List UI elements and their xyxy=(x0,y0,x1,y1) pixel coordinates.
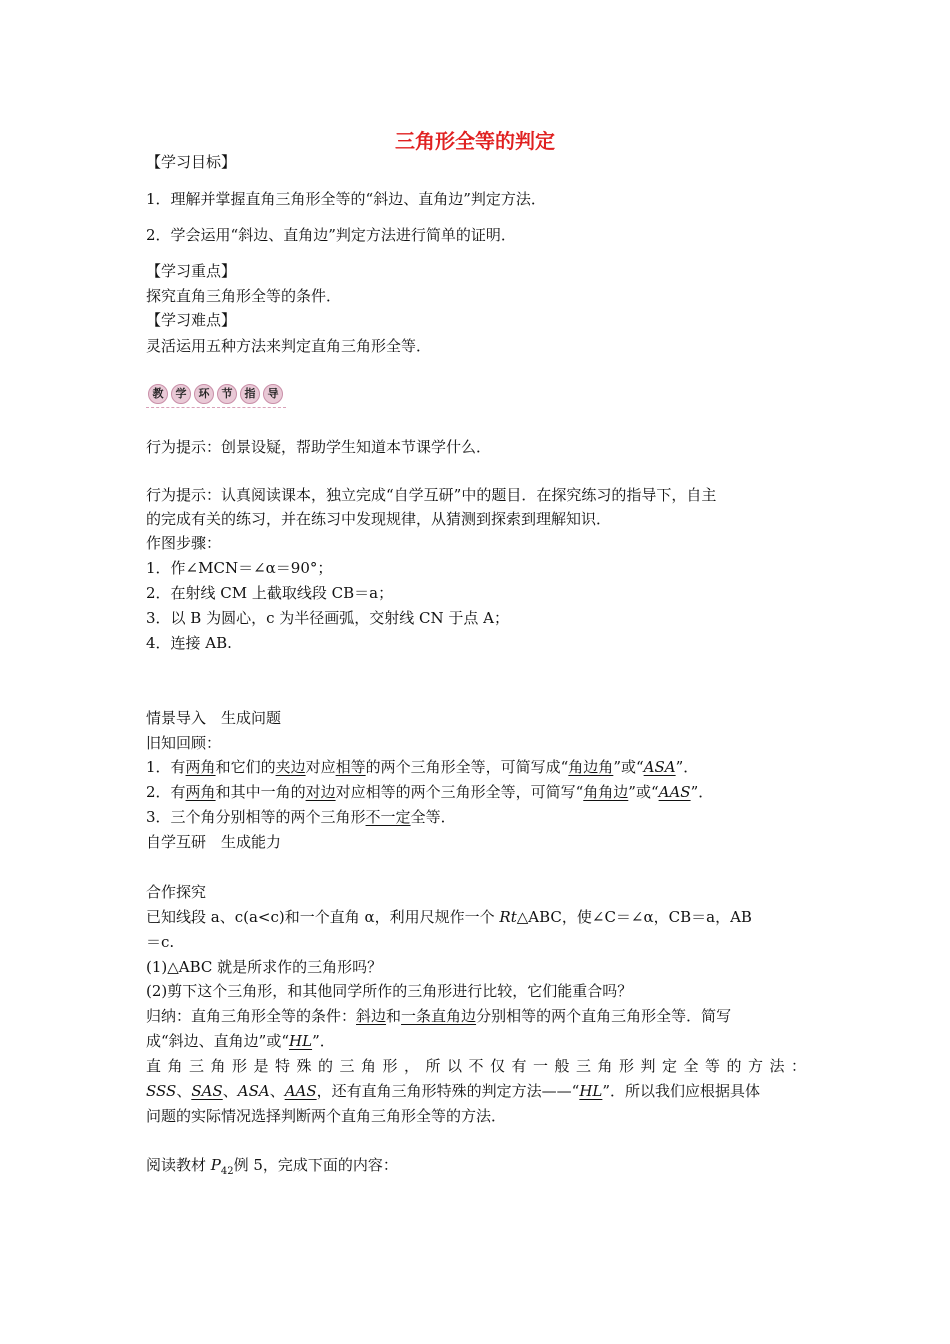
page-title: 三角形全等的判定 xyxy=(395,129,555,153)
text: ，还有直角三角形特殊的判定方法——“ xyxy=(316,1082,580,1100)
text: 分别相等的两个直角三角形全等．简写 xyxy=(476,1007,732,1025)
text: 阅读教材 xyxy=(146,1156,211,1174)
text: 和 xyxy=(386,1007,402,1025)
text: ”． xyxy=(312,1032,335,1050)
text: 和其中一角的 xyxy=(215,783,306,801)
answer-blank: 夹边 xyxy=(275,758,306,776)
step-1: 1．作∠MCN＝∠α＝90°； xyxy=(146,559,333,577)
coop-question-line-2: ＝c. xyxy=(146,933,175,951)
focus-text: 探究直角三角形全等的条件． xyxy=(146,287,342,305)
text: 对应相等的两个三角形全等，可简写“ xyxy=(335,783,584,801)
text: 2．有 xyxy=(146,783,186,801)
text: ”或“ xyxy=(628,783,659,801)
answer-blank: 相等 xyxy=(335,758,366,776)
step-2: 2．在射线 CM 上截取线段 CB＝a； xyxy=(146,584,394,602)
banner-char: 学 xyxy=(171,384,191,404)
teaching-guide-banner xyxy=(146,381,286,411)
behavior-hint-2-line-2: 的完成有关的练习，并在练习中发现规律，从猜测到探索到理解知识． xyxy=(146,510,612,528)
step-3: 3．以 B 为圆心，c 为半径画弧，交射线 CN 于点 A； xyxy=(146,609,510,627)
difficulty-header: 【学习难点】 xyxy=(146,311,237,329)
answer-blank: ASA xyxy=(643,758,676,776)
step-4: 4．连接 AB. xyxy=(146,634,232,652)
behavior-hint-2-line-1: 行为提示：认真阅读课本，独立完成“自学互研”中的题目．在探究练习的指导下，自主 xyxy=(146,486,717,504)
coop-question-line-1 xyxy=(146,907,752,927)
answer-blank: 不一定 xyxy=(365,808,411,826)
text: 已知线段 a、c(a<c)和一个直角 α，利用尺规作一个 xyxy=(146,908,500,926)
answer-blank: 两角 xyxy=(185,758,216,776)
objective-item-1: 1．理解并掌握直角三角形全等的“斜边、直角边”判定方法． xyxy=(146,190,546,208)
text: ”．所以我们应根据具体 xyxy=(602,1082,761,1100)
coop-question-2: (2)剪下这个三角形，和其他同学所作的三角形进行比较，它们能重合吗？ xyxy=(146,982,633,1000)
text: 1．有 xyxy=(146,758,186,776)
text: 的两个三角形全等，可简写成“ xyxy=(365,758,569,776)
answer-blank: HL xyxy=(289,1032,313,1050)
objectives-header: 【学习目标】 xyxy=(146,153,237,171)
summary-line-2 xyxy=(146,1031,335,1051)
answer-blank: SAS xyxy=(191,1082,223,1100)
answer-blank: 两角 xyxy=(185,783,216,801)
text: 3．三个角分别相等的两个三角形 xyxy=(146,808,366,826)
explanation-line-1: 直角三角形是特殊的三角形，所以不仅有一般三角形判定全等的方法： xyxy=(146,1057,806,1075)
banner-char: 教 xyxy=(148,384,168,404)
answer-blank: 角边角 xyxy=(568,758,614,776)
behavior-hint-1: 行为提示：创景设疑，帮助学生知道本节课学什么． xyxy=(146,438,492,456)
text: Rt xyxy=(499,908,517,926)
text: 和它们的 xyxy=(215,758,276,776)
coop-question-1: (1)△ABC 就是所求作的三角形吗？ xyxy=(146,958,383,976)
page-subscript: 42 xyxy=(220,1166,234,1177)
text: 、 xyxy=(269,1082,285,1100)
text: 、 xyxy=(176,1082,192,1100)
steps-header: 作图步骤： xyxy=(146,534,222,552)
review-header: 旧知回顾： xyxy=(146,734,222,752)
focus-header: 【学习重点】 xyxy=(146,262,237,280)
review-item-3 xyxy=(146,807,456,827)
text: ”或“ xyxy=(613,758,644,776)
summary-line-1 xyxy=(146,1006,731,1026)
intro-header: 情景导入 生成问题 xyxy=(146,709,282,727)
explanation-line-2 xyxy=(146,1081,760,1101)
text: 全等． xyxy=(410,808,456,826)
objective-item-2: 2．学会运用“斜边、直角边”判定方法进行简单的证明． xyxy=(146,226,516,244)
difficulty-text: 灵活运用五种方法来判定直角三角形全等． xyxy=(146,337,432,355)
text: P xyxy=(210,1156,221,1174)
text: ”． xyxy=(675,758,699,776)
text: SSS xyxy=(146,1082,177,1100)
explanation-line-3: 问题的实际情况选择判断两个直角三角形全等的方法． xyxy=(146,1107,507,1125)
answer-blank: 斜边 xyxy=(356,1007,387,1025)
answer-blank: AAS xyxy=(284,1082,317,1100)
text: ASA xyxy=(237,1082,270,1100)
banner-char: 指 xyxy=(240,384,260,404)
banner-char: 环 xyxy=(194,384,214,404)
text: 归纳：直角三角形全等的条件： xyxy=(146,1007,357,1025)
text: ”． xyxy=(690,783,714,801)
text: 、 xyxy=(222,1082,238,1100)
answer-blank: HL xyxy=(579,1082,603,1100)
text: 成“斜边、直角边”或“ xyxy=(146,1032,290,1050)
reading-instruction xyxy=(146,1155,398,1182)
answer-blank: 对边 xyxy=(305,783,336,801)
self-study-header: 自学互研 生成能力 xyxy=(146,833,282,851)
answer-blank: AAS xyxy=(658,783,691,801)
text: 对应 xyxy=(305,758,336,776)
review-item-1 xyxy=(146,757,698,777)
banner-char: 导 xyxy=(263,384,283,404)
coop-header: 合作探究 xyxy=(146,883,207,901)
banner-char: 节 xyxy=(217,384,237,404)
text: △ABC，使∠C＝∠α，CB＝a，AB xyxy=(516,908,752,926)
banner-divider xyxy=(146,407,286,408)
answer-blank: 一条直角边 xyxy=(401,1007,477,1025)
text: 例 5，完成下面的内容： xyxy=(233,1156,398,1174)
review-item-2 xyxy=(146,782,713,802)
answer-blank: 角角边 xyxy=(583,783,629,801)
